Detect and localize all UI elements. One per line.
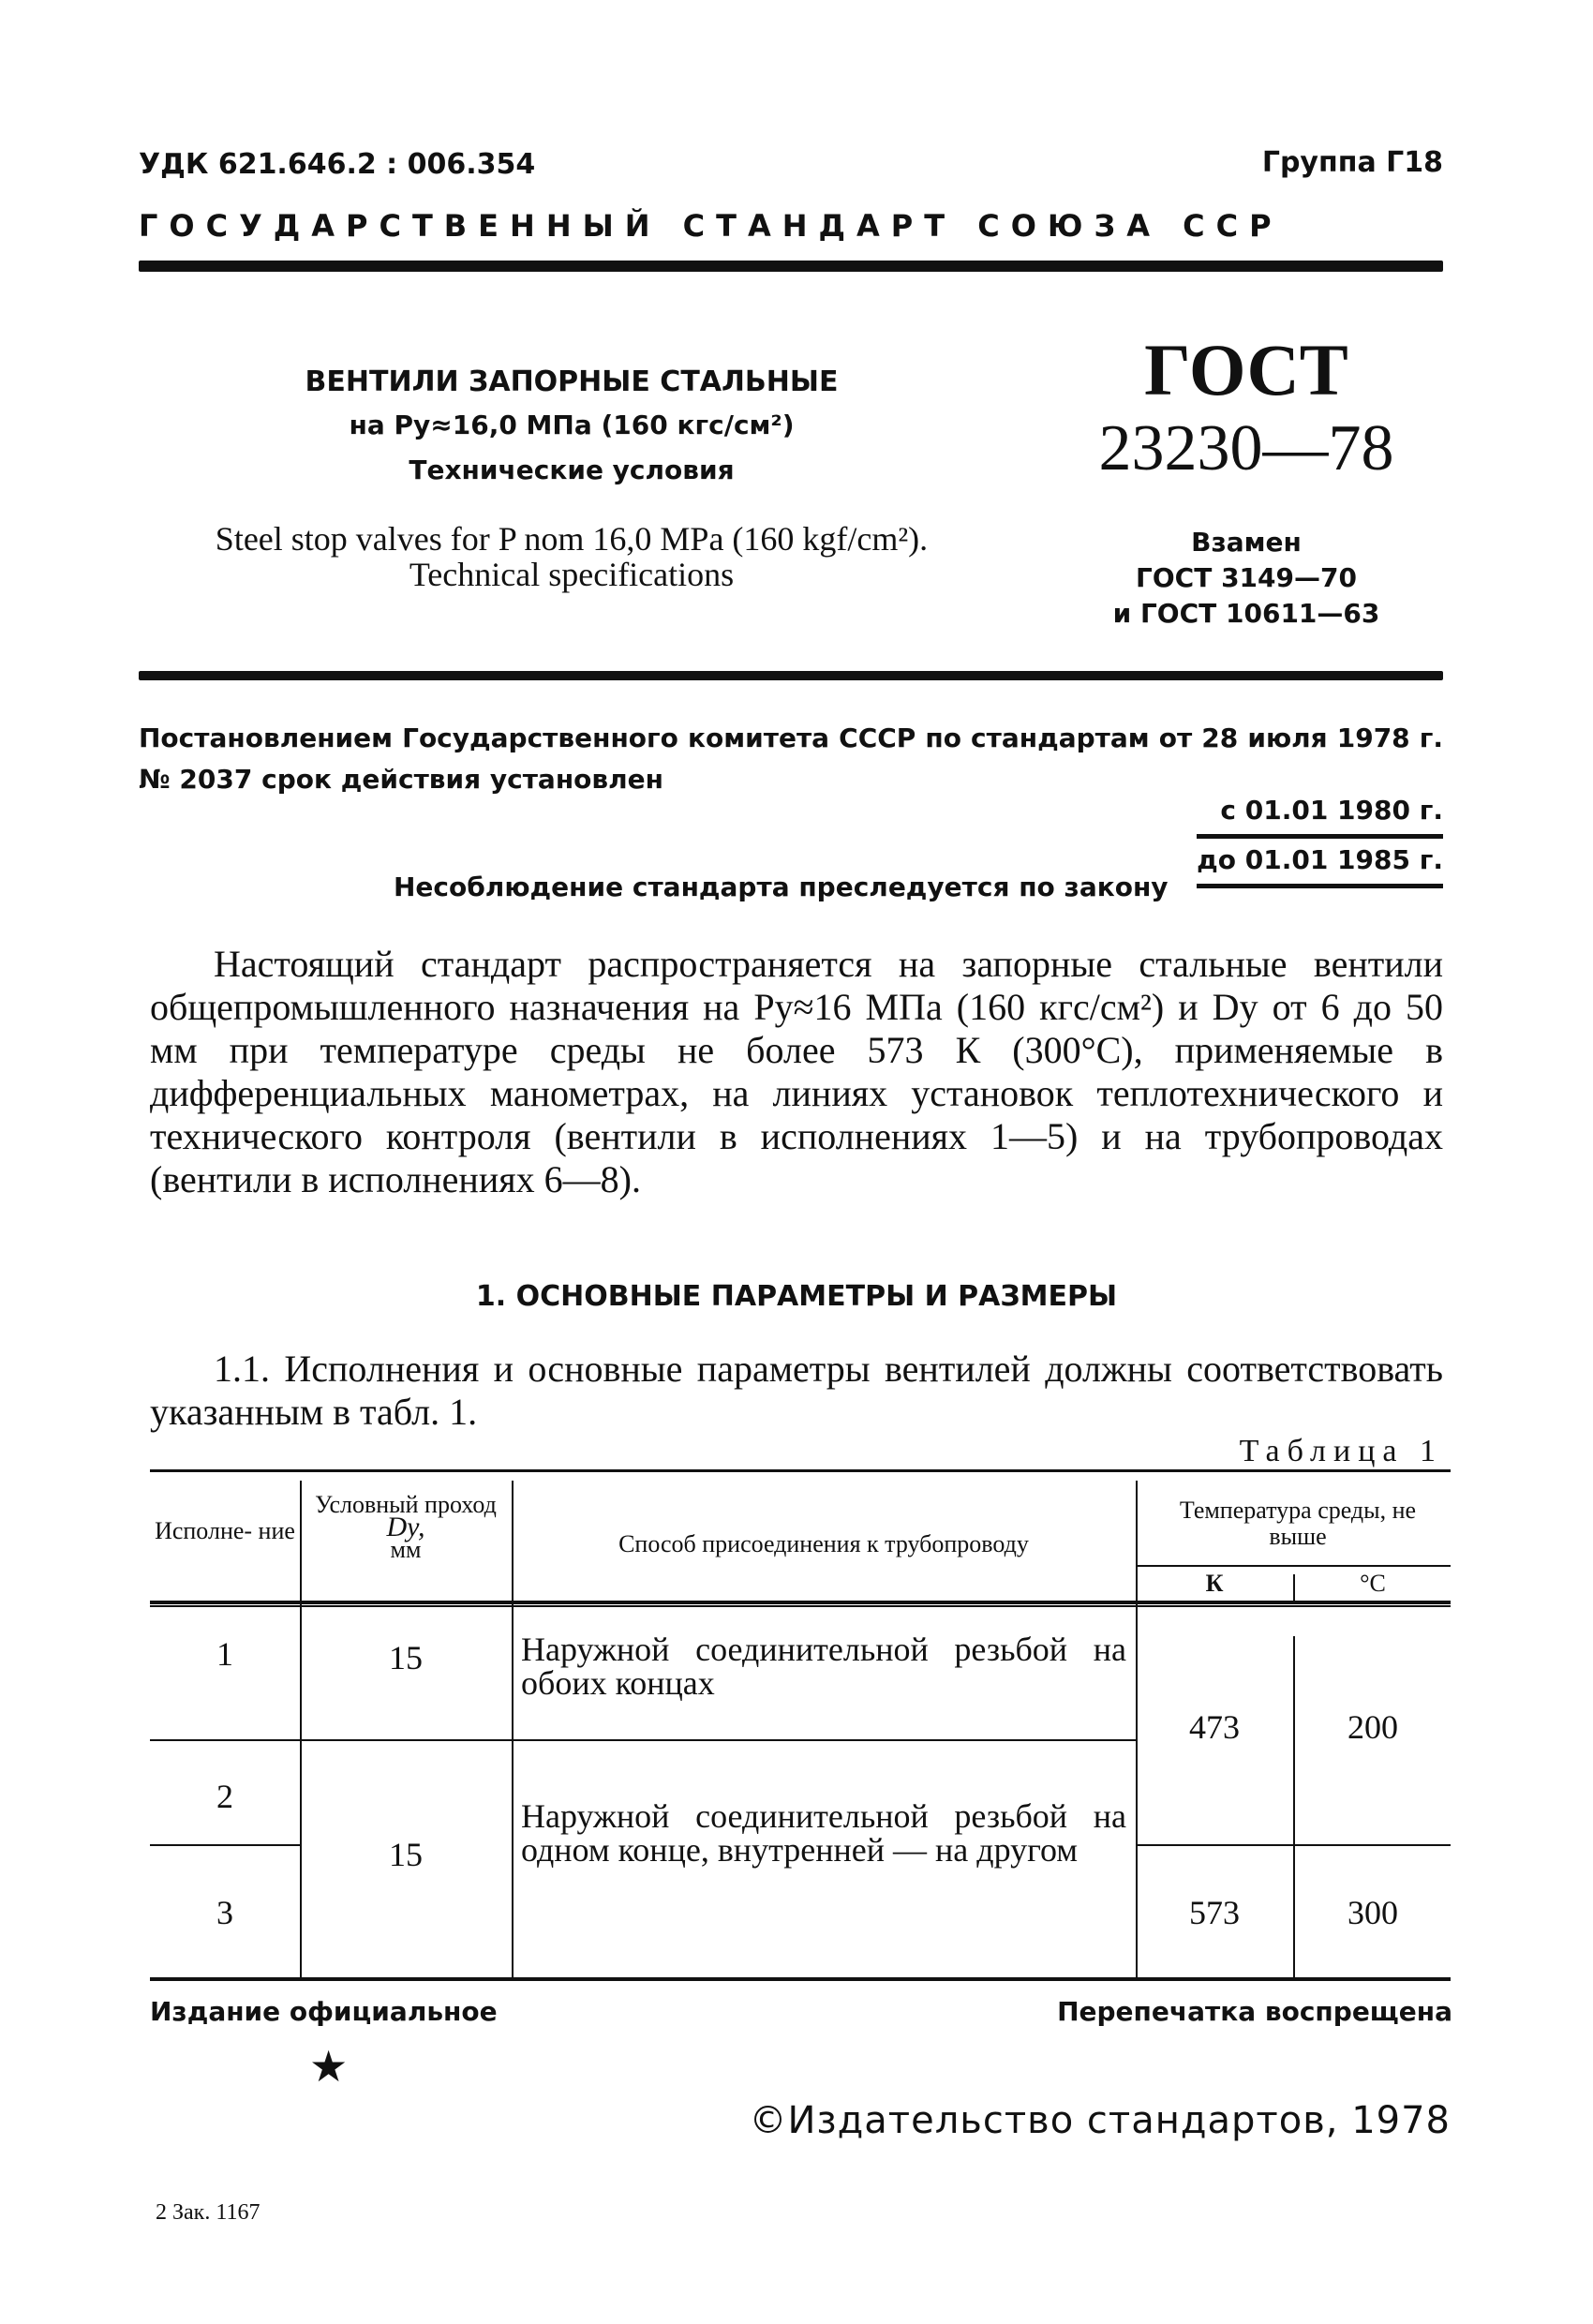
group-code: Группа Г18 <box>1261 146 1443 179</box>
standard-union-heading: ГОСУДАРСТВЕННЫЙ СТАНДАРТ СОЮЗА ССР <box>139 208 1283 244</box>
temp-subheader-rule <box>1136 1565 1451 1567</box>
cell-bore-1: 15 <box>389 1639 423 1676</box>
cell-bore-2-3: 15 <box>389 1836 423 1873</box>
gost-number: 23230—78 <box>1098 412 1394 484</box>
table-top-rule <box>150 1469 1451 1472</box>
cell-celsius-1-2: 200 <box>1347 1708 1398 1746</box>
reprint-prohibited: Перепечатка воспрещена <box>1057 1996 1452 2027</box>
title-line-3: Технические условия <box>409 454 735 485</box>
cell-celsius-3: 300 <box>1347 1894 1398 1931</box>
cell-connection-2-3: Наружной соединительной резьбой на одном конце, внутренней — на другом <box>521 1797 1126 1869</box>
validity-dates <box>1197 789 1443 888</box>
header-version: Исполне- ние <box>155 1517 295 1544</box>
paragraph-1-1: 1.1. Исполнения и основные параметры вентилей должны соответствовать указанным в табл. 1. <box>150 1348 1443 1433</box>
header-nominal-bore-line-1: Условный проход <box>315 1491 497 1518</box>
header-nominal-bore-line-2: Dу, <box>386 1512 425 1542</box>
star-icon: ★ <box>309 2041 349 2092</box>
top-rule <box>139 261 1443 272</box>
cell-connection-1: Наружной соединительной резьбой на обоих концах <box>521 1631 1126 1702</box>
english-title <box>150 521 993 592</box>
decree-text: Постановлением Государственного комитета СССР по стандартам от 28 июля 1978 г. № 2037 срок действия установлен <box>139 723 1443 795</box>
table-label: Таблица 1 <box>1239 1434 1443 1468</box>
row-1-rule <box>150 1739 1136 1741</box>
title-line-2: на Pу≈16,0 МПа (160 кгс/см²) <box>349 410 795 440</box>
cell-kelvin-3: 573 <box>1189 1894 1240 1931</box>
date-from: с 01.01 1980 г. <box>1197 789 1443 839</box>
english-title-line-2: Technical specifications <box>409 556 735 593</box>
header-nominal-bore <box>300 1491 512 1563</box>
header-connection: Способ присоединения к трубопроводу <box>618 1530 1029 1557</box>
title-line-1: ВЕНТИЛИ ЗАПОРНЫЕ СТАЛЬНЫЕ <box>305 365 839 398</box>
copyright: ©Издательство стандартов, 1978 <box>749 2099 1451 2142</box>
gost-block <box>1078 330 1415 632</box>
title-block <box>150 360 993 592</box>
middle-rule <box>139 671 1443 680</box>
gost-label: ГОСТ <box>1144 329 1348 410</box>
table-1 <box>150 1469 1451 1977</box>
header-temperature: Температура среды, не выше <box>1179 1497 1417 1550</box>
replaces-gost-2: и ГОСТ 10611—63 <box>1112 598 1380 629</box>
penalty-notice: Несоблюдение стандарта преследуется по закону <box>394 872 1169 902</box>
table-header-rule <box>150 1601 1451 1604</box>
header-kelvin: К <box>1205 1570 1224 1597</box>
header-celsius: °С <box>1360 1570 1386 1597</box>
cell-version-1: 1 <box>216 1635 233 1673</box>
cell-kelvin-1-2: 473 <box>1189 1708 1240 1746</box>
order-number: 2 Зак. 1167 <box>156 2200 261 2225</box>
english-title-line-1: Steel stop valves for P nom 16,0 MPa (160 kgf/cm²). <box>215 520 929 558</box>
intro-paragraph: Настоящий стандарт распространяется на запорные стальные вентили общепромышленного назначения на Pу≈16 МПа (160 кгс/см²) и Dу от 6 до 50 мм при температуре среды не более 573 К (300°С), применяемые в дифференциальных манометрах, на линиях установок теплотехнического и технического контроля (вентили в исполнениях 1—5) и на трубопроводах (вентили в исполнениях 6—8). <box>150 943 1443 1200</box>
table-header-rule-2 <box>150 1605 1451 1607</box>
official-edition: Издание официальное <box>150 1996 498 2027</box>
header-nominal-bore-line-3: мм <box>390 1536 422 1563</box>
bottom-rule <box>150 1977 1451 1981</box>
section-1-title: 1. ОСНОВНЫЕ ПАРАМЕТРЫ И РАЗМЕРЫ <box>475 1280 1118 1313</box>
cell-version-2: 2 <box>216 1778 233 1815</box>
date-to: до 01.01 1985 г. <box>1197 839 1443 888</box>
cell-version-3: 3 <box>216 1894 233 1931</box>
replaces-block <box>1078 525 1415 632</box>
replaces-label: Взамен <box>1191 527 1302 558</box>
replaces-gost-1: ГОСТ 3149—70 <box>1136 562 1357 593</box>
row-2-rule-version <box>150 1844 300 1846</box>
udk-code: УДК 621.646.2 : 006.354 <box>139 148 536 181</box>
